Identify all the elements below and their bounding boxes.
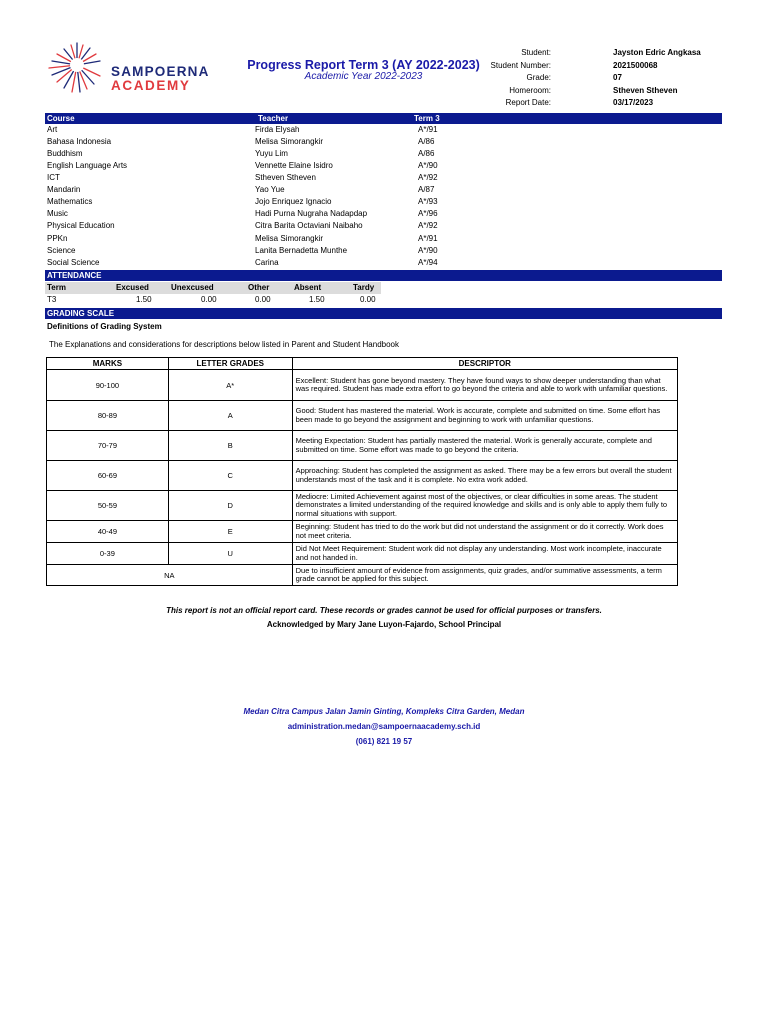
course-name: English Language Arts [47, 161, 128, 170]
course-teacher: Hadi Purna Nugraha Nadapdap [255, 209, 368, 218]
grade-descriptor: Mediocre: Limited Achievement against most of the objectives, or clear difficulties in some areas. The student demonstrates a limited understanding of the required knowledge and skills and is only able to apply them fully to normal situations with support. [292, 491, 677, 521]
homeroom-label: Homeroom: [509, 86, 551, 95]
grade-marks: 0-39 [47, 543, 169, 565]
grade-marks: 70-79 [47, 431, 169, 461]
disclaimer-text: This report is not an official report card. These records or grades cannot be used for official purposes or transfers. [166, 606, 602, 615]
report-date-value: 03/17/2023 [613, 98, 654, 107]
grade-descriptor: Good: Student has mastered the material. Work is accurate, complete and submitted on time. Some effort has been made to go beyond the assignment and beginning to work with unfamiliar questions. [292, 401, 677, 431]
grade-marks: 60-69 [47, 461, 169, 491]
course-grade: A*/92 [418, 221, 438, 230]
campus-address: Medan Citra Campus Jalan Jamin Ginting, Kompleks Citra Garden, Medan [243, 707, 525, 716]
grade-descriptor: Excellent: Student has gone beyond mastery. They have found ways to show deeper understanding than what was required. Student has made extra effort to go beyond the criteria and able to work with unfamiliar questions. [292, 370, 677, 401]
course-grade: A*/90 [418, 246, 438, 255]
grade-descriptor: Approaching: Student has completed the assignment as asked. There may be a few errors but overall the student understands most of the task and it is complete. No extra work added. [292, 461, 677, 491]
grade-descriptor: Beginning: Student has tried to do the work but did not understand the assignment or do it correctly. Work does not meet criteria. [292, 521, 677, 543]
attendance-excused-header: Excused [116, 283, 149, 292]
course-name: PPKn [47, 234, 68, 243]
course-name: Science [47, 246, 76, 255]
table-row [47, 565, 678, 586]
grade-letter: U [168, 543, 292, 565]
course-teacher: Stheven Stheven [255, 173, 316, 182]
grade-letter: B [168, 431, 292, 461]
report-date-row [440, 98, 740, 110]
course-name: Physical Education [47, 221, 115, 230]
student-name-row [440, 48, 740, 60]
homeroom-row [440, 86, 740, 98]
course-name: Social Science [47, 258, 100, 267]
course-teacher: Melisa Simorangkir [255, 137, 324, 146]
table-row [47, 461, 678, 491]
student-name-value: Jayston Edric Angkasa [613, 48, 701, 57]
course-grade: A*/91 [418, 234, 438, 243]
grade-label: Grade: [526, 73, 551, 82]
brand-name-line2: ACADEMY [111, 78, 191, 93]
report-title: Progress Report Term 3 (AY 2022-2023) [247, 58, 480, 72]
grade-letter: D [168, 491, 292, 521]
attendance-tardy-header: Tardy [353, 283, 375, 292]
course-grade: A*/90 [418, 161, 438, 170]
grade-descriptor: Did Not Meet Requirement: Student work did not display any understanding. Most work incomplete, inaccurate and not handed in. [292, 543, 677, 565]
grading-definitions-heading: Definitions of Grading System [47, 322, 162, 331]
course-grade: A/86 [418, 149, 435, 158]
grading-table [46, 357, 678, 586]
grade-marks: NA [47, 565, 293, 586]
descriptor-header: DESCRIPTOR [292, 358, 677, 370]
course-teacher: Yuyu Lim [255, 149, 288, 158]
courses-header-bar [45, 113, 722, 124]
grade-descriptor: Due to insufficient amount of evidence from assignments, quiz grades, and/or summative assessments, a term grade cannot be applied for this subject. [292, 565, 677, 586]
table-row [47, 401, 678, 431]
course-grade: A*/93 [418, 197, 438, 206]
grade-marks: 80-89 [47, 401, 169, 431]
course-name: ICT [47, 173, 60, 182]
course-grade: A*/96 [418, 209, 438, 218]
table-row [47, 431, 678, 461]
attendance-excused: 1.50 [136, 295, 152, 304]
student-number-value: 2021500068 [613, 61, 658, 70]
report-date-label: Report Date: [505, 98, 551, 107]
brand-name-line1: SAMPOERNA [111, 64, 210, 79]
course-name: Mandarin [47, 185, 81, 194]
acknowledgement-text: Acknowledged by Mary Jane Luyon-Fajardo, School Principal [266, 620, 502, 629]
grade-letter: A [168, 401, 292, 431]
course-teacher: Melisa Simorangkir [255, 234, 324, 243]
course-grade: A/87 [418, 185, 435, 194]
attendance-unexcused-header: Unexcused [171, 283, 214, 292]
grade-row [440, 73, 740, 85]
table-row [47, 370, 678, 401]
grade-letter: A* [168, 370, 292, 401]
course-teacher: Yao Yue [255, 185, 285, 194]
term-column-header: Term 3 [414, 114, 440, 123]
attendance-term-header: Term [47, 283, 66, 292]
letter-grades-header: LETTER GRADES [168, 358, 292, 370]
student-number-row [440, 61, 740, 73]
grade-value: 07 [613, 73, 622, 82]
grade-marks: 40-49 [47, 521, 169, 543]
grade-marks: 90-100 [47, 370, 169, 401]
homeroom-value: Stheven Stheven [613, 86, 678, 95]
course-teacher: Firda Elysah [255, 125, 300, 134]
teacher-column-header: Teacher [258, 114, 289, 123]
grade-letter: C [168, 461, 292, 491]
table-row [47, 521, 678, 543]
course-grade: A*/91 [418, 125, 438, 134]
course-name: Buddhism [47, 149, 83, 158]
grading-explanation: The Explanations and considerations for descriptions below listed in Parent and Student Handbook [49, 340, 399, 349]
grade-letter: E [168, 521, 292, 543]
course-name: Mathematics [47, 197, 93, 206]
table-row [47, 543, 678, 565]
grading-scale-title: GRADING SCALE [47, 309, 115, 318]
report-subtitle: Academic Year 2022-2023 [304, 71, 423, 82]
attendance-header-bar [45, 270, 722, 281]
attendance-other-header: Other [248, 283, 270, 292]
course-teacher: Vennette Elaine Isidro [255, 161, 333, 170]
grading-table-header-row [47, 358, 678, 370]
course-teacher: Lanita Bernadetta Munthe [255, 246, 348, 255]
course-name: Art [47, 125, 58, 134]
marks-header: MARKS [47, 358, 169, 370]
attendance-other: 0.00 [255, 295, 271, 304]
attendance-absent: 1.50 [309, 295, 325, 304]
contact-phone: (061) 821 19 57 [355, 737, 413, 746]
grading-scale-header-bar [45, 308, 722, 319]
course-name: Bahasa Indonesia [47, 137, 112, 146]
attendance-unexcused: 0.00 [201, 295, 217, 304]
student-number-label: Student Number: [490, 61, 551, 70]
contact-email: administration.medan@sampoernaacademy.sch.id [287, 722, 481, 731]
course-teacher: Citra Barita Octaviani Naibaho [255, 221, 363, 230]
course-grade: A*/94 [418, 258, 438, 267]
attendance-term: T3 [47, 295, 57, 304]
course-teacher: Carina [255, 258, 279, 267]
grade-marks: 50-59 [47, 491, 169, 521]
course-teacher: Jojo Enriquez Ignacio [255, 197, 332, 206]
course-column-header: Course [47, 114, 75, 123]
student-name-label: Student: [521, 48, 551, 57]
attendance-absent-header: Absent [294, 283, 322, 292]
attendance-tardy: 0.00 [360, 295, 376, 304]
course-name: Music [47, 209, 68, 218]
attendance-column-headers [45, 282, 381, 294]
course-grade: A/86 [418, 137, 435, 146]
attendance-title: ATTENDANCE [47, 271, 102, 280]
grade-descriptor: Meeting Expectation: Student has partially mastered the material. Work is generally accurate, complete and submitted on time. Some effort was made to go beyond the criteria. [292, 431, 677, 461]
table-row [47, 491, 678, 521]
course-grade: A*/92 [418, 173, 438, 182]
